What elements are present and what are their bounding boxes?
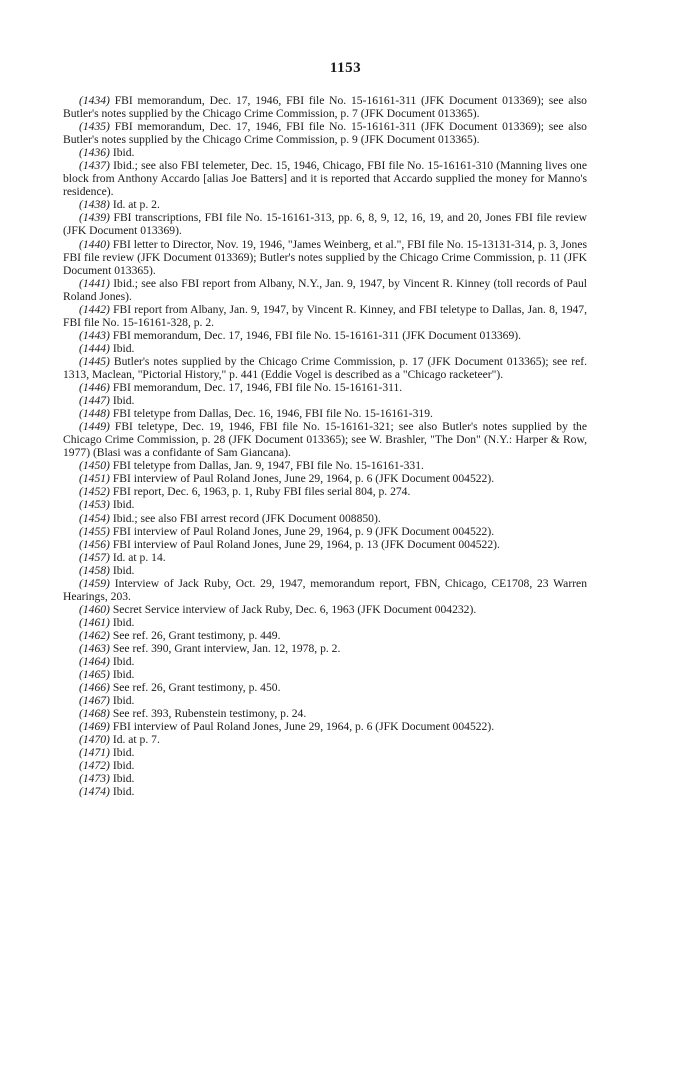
footnote-text: Ibid. <box>112 146 135 160</box>
footnote-text: Ibid. <box>112 772 135 786</box>
footnote-text: Secret Service interview of Jack Ruby, Dec. 6, 1963 (JFK Document 004232). <box>112 602 477 616</box>
footnote-number: (1466) <box>79 681 110 695</box>
footnote-entry <box>63 616 587 629</box>
footnote-text: FBI interview of Paul Roland Jones, June 29, 1964, p. 13 (JFK Document 004522). <box>112 537 500 551</box>
footnote-number: (1445) <box>79 354 110 368</box>
footnote-text: Ibid. <box>112 668 135 682</box>
footnote-number: (1457) <box>79 550 110 564</box>
footnote-entry <box>63 707 587 720</box>
footnote-number: (1469) <box>79 720 110 734</box>
footnote-entry <box>63 211 587 237</box>
footnote-number: (1467) <box>79 694 110 708</box>
footnote-text: Interview of Jack Ruby, Oct. 29, 1947, memorandum report, FBN, Chicago, CE1708, 23 Warren Hearings, 203. <box>63 576 587 603</box>
footnote-text: Ibid. <box>112 341 135 355</box>
footnote-entry <box>63 720 587 733</box>
footnote-number: (1434) <box>79 94 110 107</box>
footnote-entry <box>63 785 587 798</box>
footnote-text: Ibid.; see also FBI arrest record (JFK Document 008850). <box>112 511 381 525</box>
footnote-entry <box>63 642 587 655</box>
footnote-number: (1449) <box>79 420 110 434</box>
footnote-text: See ref. 390, Grant interview, Jan. 12, 1978, p. 2. <box>112 641 341 655</box>
footnote-number: (1459) <box>79 576 110 590</box>
footnote-entry <box>63 303 587 329</box>
footnote-entry <box>63 512 587 525</box>
footnote-text: Ibid. <box>112 655 135 669</box>
footnote-number: (1450) <box>79 459 110 473</box>
footnote-number: (1437) <box>79 159 110 173</box>
footnote-entry <box>63 394 587 407</box>
footnote-text: FBI memorandum, Dec. 17, 1946, FBI file No. 15-16161-311 (JFK Document 013369). <box>112 328 522 342</box>
footnote-number: (1446) <box>79 381 110 395</box>
footnote-entry <box>63 485 587 498</box>
footnote-number: (1452) <box>79 485 110 499</box>
footnote-number: (1471) <box>79 746 110 760</box>
footnote-number: (1440) <box>79 237 110 251</box>
footnote-entry <box>63 238 587 277</box>
footnote-text: FBI interview of Paul Roland Jones, June 29, 1964, p. 6 (JFK Document 004522). <box>112 720 495 734</box>
footnote-text: Ibid.; see also FBI report from Albany, N.Y., Jan. 9, 1947, by Vincent R. Kinney (toll records of Paul Roland Jones). <box>63 276 587 303</box>
footnote-entry <box>63 746 587 759</box>
footnote-text: FBI memorandum, Dec. 17, 1946, FBI file No. 15-16161-311 (JFK Document 013369); see also Butler's notes supplied by the Chicago Crime Commission, p. 9 (JFK Document 013365). <box>63 120 587 147</box>
footnote-entry <box>63 759 587 772</box>
footnote-entry <box>63 407 587 420</box>
footnote-text: Id. at p. 14. <box>112 550 166 564</box>
footnote-number: (1438) <box>79 198 110 212</box>
footnote-text: Ibid. <box>112 759 135 773</box>
footnote-entry <box>63 551 587 564</box>
footnote-number: (1460) <box>79 602 110 616</box>
footnote-number: (1435) <box>79 120 110 134</box>
footnote-text: Butler's notes supplied by the Chicago Crime Commission, p. 17 (JFK Document 013365); see ref. 1313, Maclean, "Pictorial History," p. 441 (Eddie Vogel is described as a "Chicago racketeer"). <box>63 354 587 381</box>
footnote-number: (1473) <box>79 772 110 786</box>
footnote-entry <box>63 564 587 577</box>
footnote-entry <box>63 772 587 785</box>
footnote-text: FBI teletype from Dallas, Jan. 9, 1947, FBI file No. 15-16161-331. <box>112 459 424 473</box>
footnote-text: FBI interview of Paul Roland Jones, June 29, 1964, p. 6 (JFK Document 004522). <box>112 472 495 486</box>
footnote-entry <box>63 342 587 355</box>
footnote-text: See ref. 26, Grant testimony, p. 450. <box>112 681 281 695</box>
footnote-entry <box>63 198 587 211</box>
footnote-number: (1468) <box>79 707 110 721</box>
footnote-entry <box>63 355 587 381</box>
footnote-entry <box>63 694 587 707</box>
footnote-text: Id. at p. 7. <box>112 733 160 747</box>
footnote-number: (1456) <box>79 537 110 551</box>
footnote-text: Ibid. <box>112 394 135 408</box>
footnote-number: (1470) <box>79 733 110 747</box>
footnote-entry <box>63 681 587 694</box>
footnote-text: Ibid. <box>112 785 135 799</box>
footnote-entry <box>63 498 587 511</box>
footnote-text: Ibid.; see also FBI telemeter, Dec. 15, 1946, Chicago, FBI file No. 15-16161-310 (Manning lives one block from Anthony Accardo [alias Joe Batters] and it is reported that Accardo supplied the money for Manno's residence). <box>63 159 587 199</box>
footnote-text: FBI teletype from Dallas, Dec. 16, 1946, FBI file No. 15-16161-319. <box>112 407 433 421</box>
footnote-text: Ibid. <box>112 746 135 760</box>
footnote-entry <box>63 668 587 681</box>
footnote-number: (1436) <box>79 146 110 160</box>
footnote-entry <box>63 459 587 472</box>
footnote-text: Ibid. <box>112 694 135 708</box>
footnote-entry <box>63 120 587 146</box>
footnote-list <box>63 94 587 799</box>
footnote-number: (1443) <box>79 328 110 342</box>
footnote-number: (1444) <box>79 341 110 355</box>
footnote-number: (1463) <box>79 641 110 655</box>
footnote-entry <box>63 472 587 485</box>
footnote-number: (1474) <box>79 785 110 799</box>
footnote-text: Ibid. <box>112 498 135 512</box>
footnote-text: FBI letter to Director, Nov. 19, 1946, "James Weinberg, et al.", FBI file No. 15-13131-314, p. 3, Jones FBI file review (JFK Document 013369); Butler's notes supplied by the Chicago Crime Commission, p. 11 (JFK Document 013365). <box>63 237 587 277</box>
footnote-entry <box>63 159 587 198</box>
footnote-text: FBI transcriptions, FBI file No. 15-16161-313, pp. 6, 8, 9, 12, 16, 19, and 20, Jones FBI file review (JFK Document 013369). <box>63 211 588 238</box>
footnote-entry <box>63 629 587 642</box>
footnote-entry <box>63 94 587 120</box>
footnote-number: (1458) <box>79 563 110 577</box>
footnote-entry <box>63 420 587 459</box>
footnote-entry <box>63 146 587 159</box>
footnote-entry <box>63 733 587 746</box>
footnote-text: FBI interview of Paul Roland Jones, June 29, 1964, p. 9 (JFK Document 004522). <box>112 524 495 538</box>
footnote-number: (1447) <box>79 394 110 408</box>
footnote-number: (1441) <box>79 276 110 290</box>
footnote-entry <box>63 329 587 342</box>
footnote-text: FBI teletype, Dec. 19, 1946, FBI file No. 15-16161-321; see also Butler's notes supplied by the Chicago Crime Commission, p. 28 (JFK Document 013365); see W. Brashler, "The Don" (N.Y.: Harper & Row, 1977) (Blasi was a confidante of Sam Giancana). <box>63 420 587 460</box>
footnote-entry <box>63 381 587 394</box>
page-number: 1153 <box>329 60 362 76</box>
footnote-text: Ibid. <box>112 615 135 629</box>
footnote-entry <box>63 277 587 303</box>
footnote-text: See ref. 393, Rubenstein testimony, p. 24. <box>112 707 307 721</box>
footnote-entry <box>63 577 587 603</box>
footnote-text: FBI report from Albany, Jan. 9, 1947, by Vincent R. Kinney, and FBI teletype to Dallas, Jan. 8, 1947, FBI file No. 15-16161-328, p. 2. <box>63 302 587 329</box>
footnote-number: (1455) <box>79 524 110 538</box>
footnote-text: FBI memorandum, Dec. 17, 1946, FBI file No. 15-16161-311. <box>112 381 403 395</box>
footnote-number: (1461) <box>79 615 110 629</box>
footnote-number: (1454) <box>79 511 110 525</box>
footnote-text: Ibid. <box>112 563 135 577</box>
footnote-number: (1464) <box>79 655 110 669</box>
footnote-entry <box>63 525 587 538</box>
footnote-text: Id. at p. 2. <box>112 198 160 212</box>
footnote-text: FBI memorandum, Dec. 17, 1946, FBI file No. 15-16161-311 (JFK Document 013369); see also Butler's notes supplied by the Chicago Crime Commission, p. 7 (JFK Document 013365). <box>63 94 587 121</box>
footnote-text: FBI report, Dec. 6, 1963, p. 1, Ruby FBI files serial 804, p. 274. <box>112 485 411 499</box>
footnote-number: (1448) <box>79 407 110 421</box>
footnote-number: (1453) <box>79 498 110 512</box>
footnote-number: (1439) <box>79 211 110 225</box>
footnote-entry <box>63 655 587 668</box>
footnote-number: (1462) <box>79 628 110 642</box>
footnote-number: (1465) <box>79 668 110 682</box>
footnote-entry <box>63 538 587 551</box>
footnote-entry <box>63 603 587 616</box>
footnote-number: (1472) <box>79 759 110 773</box>
footnote-number: (1451) <box>79 472 110 486</box>
footnote-number: (1442) <box>79 302 110 316</box>
footnote-text: See ref. 26, Grant testimony, p. 449. <box>112 628 281 642</box>
